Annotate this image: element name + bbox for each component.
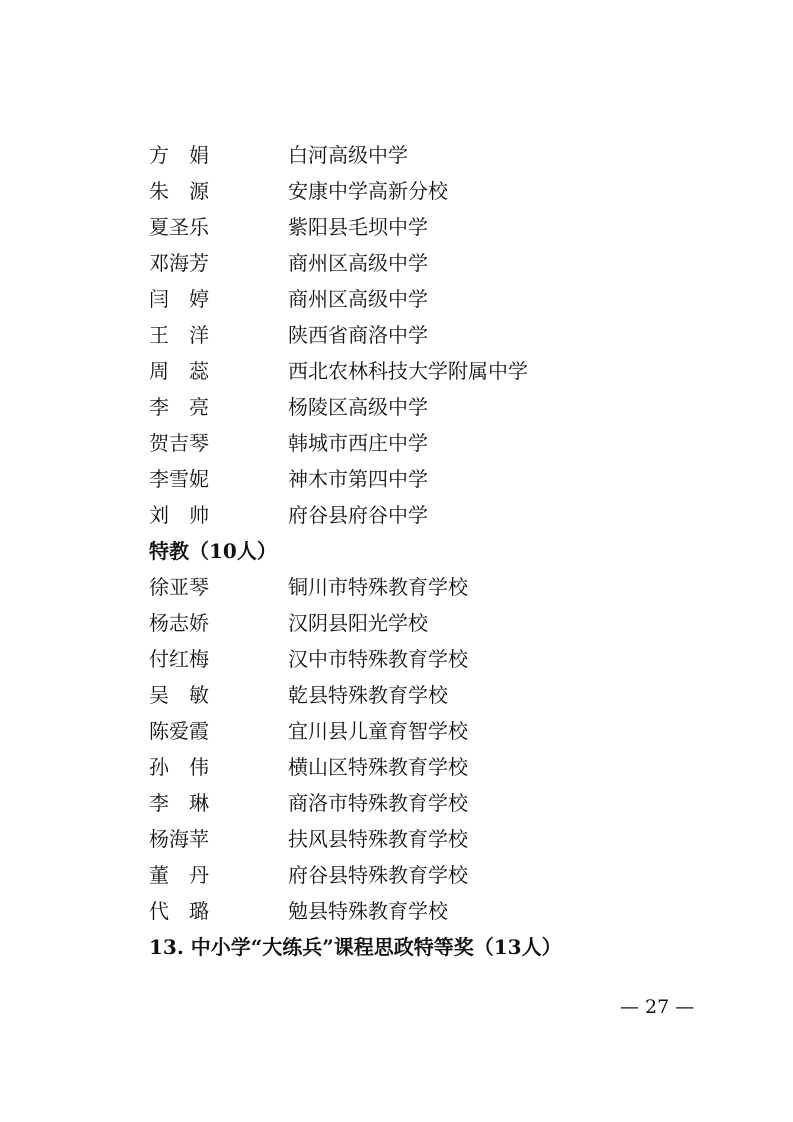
school-name: 神木市第四中学 [288, 467, 428, 491]
list-item [0, 497, 793, 533]
teacher-name: 王 洋 [149, 323, 209, 347]
list-item [0, 425, 793, 461]
list-item [0, 353, 793, 389]
teacher-name: 孙 伟 [149, 755, 209, 779]
school-name: 西北农林科技大学附属中学 [288, 359, 528, 383]
teacher-name: 邓海芳 [149, 251, 209, 275]
teacher-name: 周 蕊 [149, 359, 209, 383]
teacher-name: 闫 婷 [149, 287, 209, 311]
teacher-name: 李 琳 [149, 791, 209, 815]
school-name: 府谷县特殊教育学校 [288, 863, 468, 887]
teacher-name: 付红梅 [149, 647, 209, 671]
school-name: 商州区高级中学 [288, 251, 428, 275]
teacher-name: 吴 敏 [149, 683, 209, 707]
list-item [0, 569, 793, 605]
teacher-name: 杨志娇 [149, 611, 209, 635]
teacher-name: 董 丹 [149, 863, 209, 887]
school-name: 横山区特殊教育学校 [288, 755, 468, 779]
school-name: 杨陵区高级中学 [288, 395, 428, 419]
school-name: 陕西省商洛中学 [288, 323, 428, 347]
school-name: 商洛市特殊教育学校 [288, 791, 468, 815]
school-name: 乾县特殊教育学校 [288, 683, 448, 707]
list-item [0, 785, 793, 821]
school-name: 韩城市西庄中学 [288, 431, 428, 455]
teacher-name: 朱 源 [149, 179, 209, 203]
list-item [0, 857, 793, 893]
school-name: 汉中市特殊教育学校 [288, 647, 468, 671]
school-name: 勉县特殊教育学校 [288, 899, 448, 923]
school-name: 白河高级中学 [288, 143, 408, 167]
school-name: 安康中学高新分校 [288, 179, 448, 203]
teacher-name: 方 娟 [149, 143, 209, 167]
list-item [0, 389, 793, 425]
list-item [0, 893, 793, 929]
teacher-name: 徐亚琴 [149, 575, 209, 599]
school-name: 府谷县府谷中学 [288, 503, 428, 527]
teacher-name: 代 璐 [149, 899, 209, 923]
school-name: 扶风县特殊教育学校 [288, 827, 468, 851]
teacher-name: 陈爱霞 [149, 719, 209, 743]
school-name: 铜川市特殊教育学校 [288, 575, 468, 599]
school-name: 紫阳县毛坝中学 [288, 215, 428, 239]
school-name: 宜川县儿童育智学校 [288, 719, 468, 743]
list-item [0, 641, 793, 677]
list-item [0, 605, 793, 641]
list-item [0, 209, 793, 245]
teacher-name: 李 亮 [149, 395, 209, 419]
teacher-name: 贺吉琴 [149, 431, 209, 455]
list-item [0, 713, 793, 749]
list-item [0, 173, 793, 209]
list-item [0, 749, 793, 785]
list-item [0, 821, 793, 857]
category-heading-special-education: 特教（10人） [149, 539, 277, 563]
list-item [0, 245, 793, 281]
teacher-name: 刘 帅 [149, 503, 209, 527]
section-heading: 13. 中小学“大练兵”课程思政特等奖（13人） [149, 935, 562, 959]
list-item [0, 137, 793, 173]
list-item [0, 317, 793, 353]
teacher-name: 夏圣乐 [149, 215, 209, 239]
list-item [0, 461, 793, 497]
school-name: 商州区高级中学 [288, 287, 428, 311]
list-item [0, 677, 793, 713]
list-item [0, 281, 793, 317]
page-number: — 27 — [620, 996, 695, 1018]
teacher-name: 杨海苹 [149, 827, 209, 851]
teacher-name: 李雪妮 [149, 467, 209, 491]
school-name: 汉阴县阳光学校 [288, 611, 428, 635]
